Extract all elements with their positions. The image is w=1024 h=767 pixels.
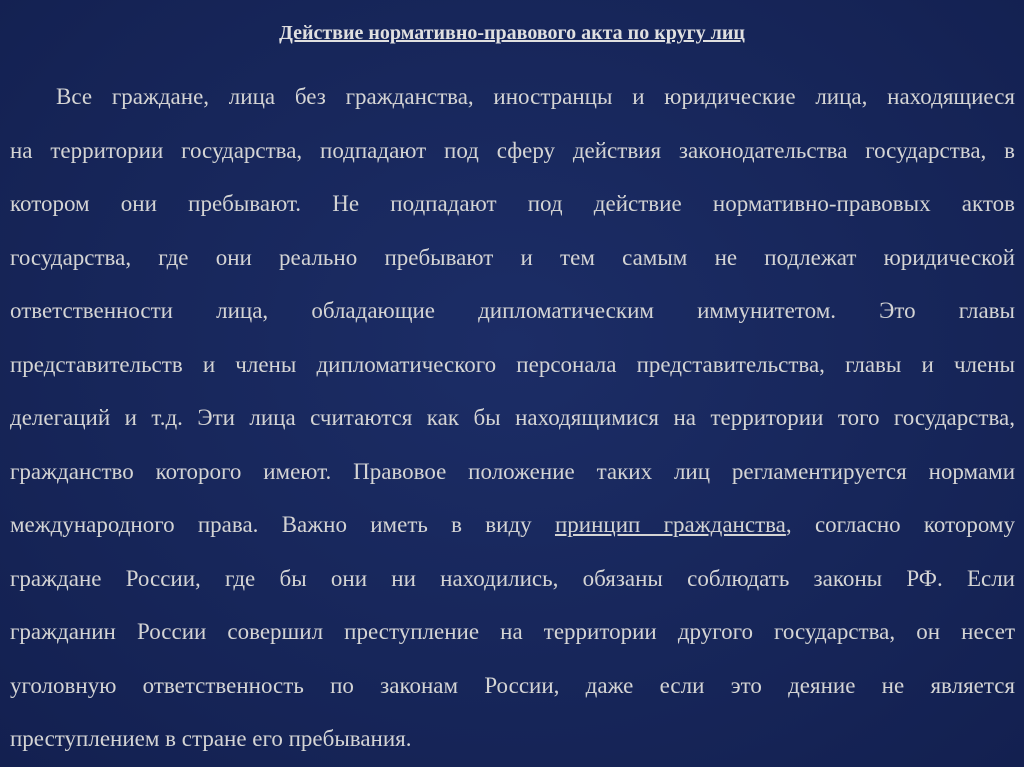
text-line: котором они пребывают. Не подпадают под действие нормативно-правовых актов: [10, 191, 1015, 216]
text-line: ответственности лица, обладающие дипломатическим иммунитетом. Это главы: [10, 298, 1015, 323]
text-line: преступлением в стране его пребывания.: [10, 726, 412, 751]
text-line: граждане России, где бы они ни находились, обязаны соблюдать законы РФ. Если: [10, 565, 1015, 591]
body-text: [10, 70, 1015, 766]
text-line: на территории государства, подпадают под сферу действия законодательства государства, в: [10, 137, 1015, 163]
text-line: Все граждане, лица без гражданства, иностранцы и юридические лица, находящиеся: [56, 84, 1015, 109]
text-line: [10, 498, 1015, 552]
text-segment: , согласно которому: [785, 512, 1015, 537]
text-line: делегаций и т.д. Эти лица считаются как бы находящимися на территории того государства,: [10, 405, 1015, 430]
text-line: представительств и члены дипломатического персонала представительства, главы и члены: [10, 351, 1015, 377]
text-segment: международного права. Важно иметь в виду: [10, 512, 555, 537]
text-line: уголовную ответственность по законам России, даже если это деяние не является: [10, 672, 1015, 698]
slide-title: Действие нормативно-правового акта по кругу лиц: [279, 22, 745, 44]
underlined-term: принцип гражданства: [554, 512, 786, 537]
text-line: государства, где они реально пребывают и тем самым не подлежат юридической: [10, 244, 1015, 270]
text-line: гражданство которого имеют. Правовое положение таких лиц регламентируется нормами: [10, 458, 1015, 484]
text-line: гражданин России совершил преступление на территории другого государства, он несет: [10, 619, 1015, 644]
